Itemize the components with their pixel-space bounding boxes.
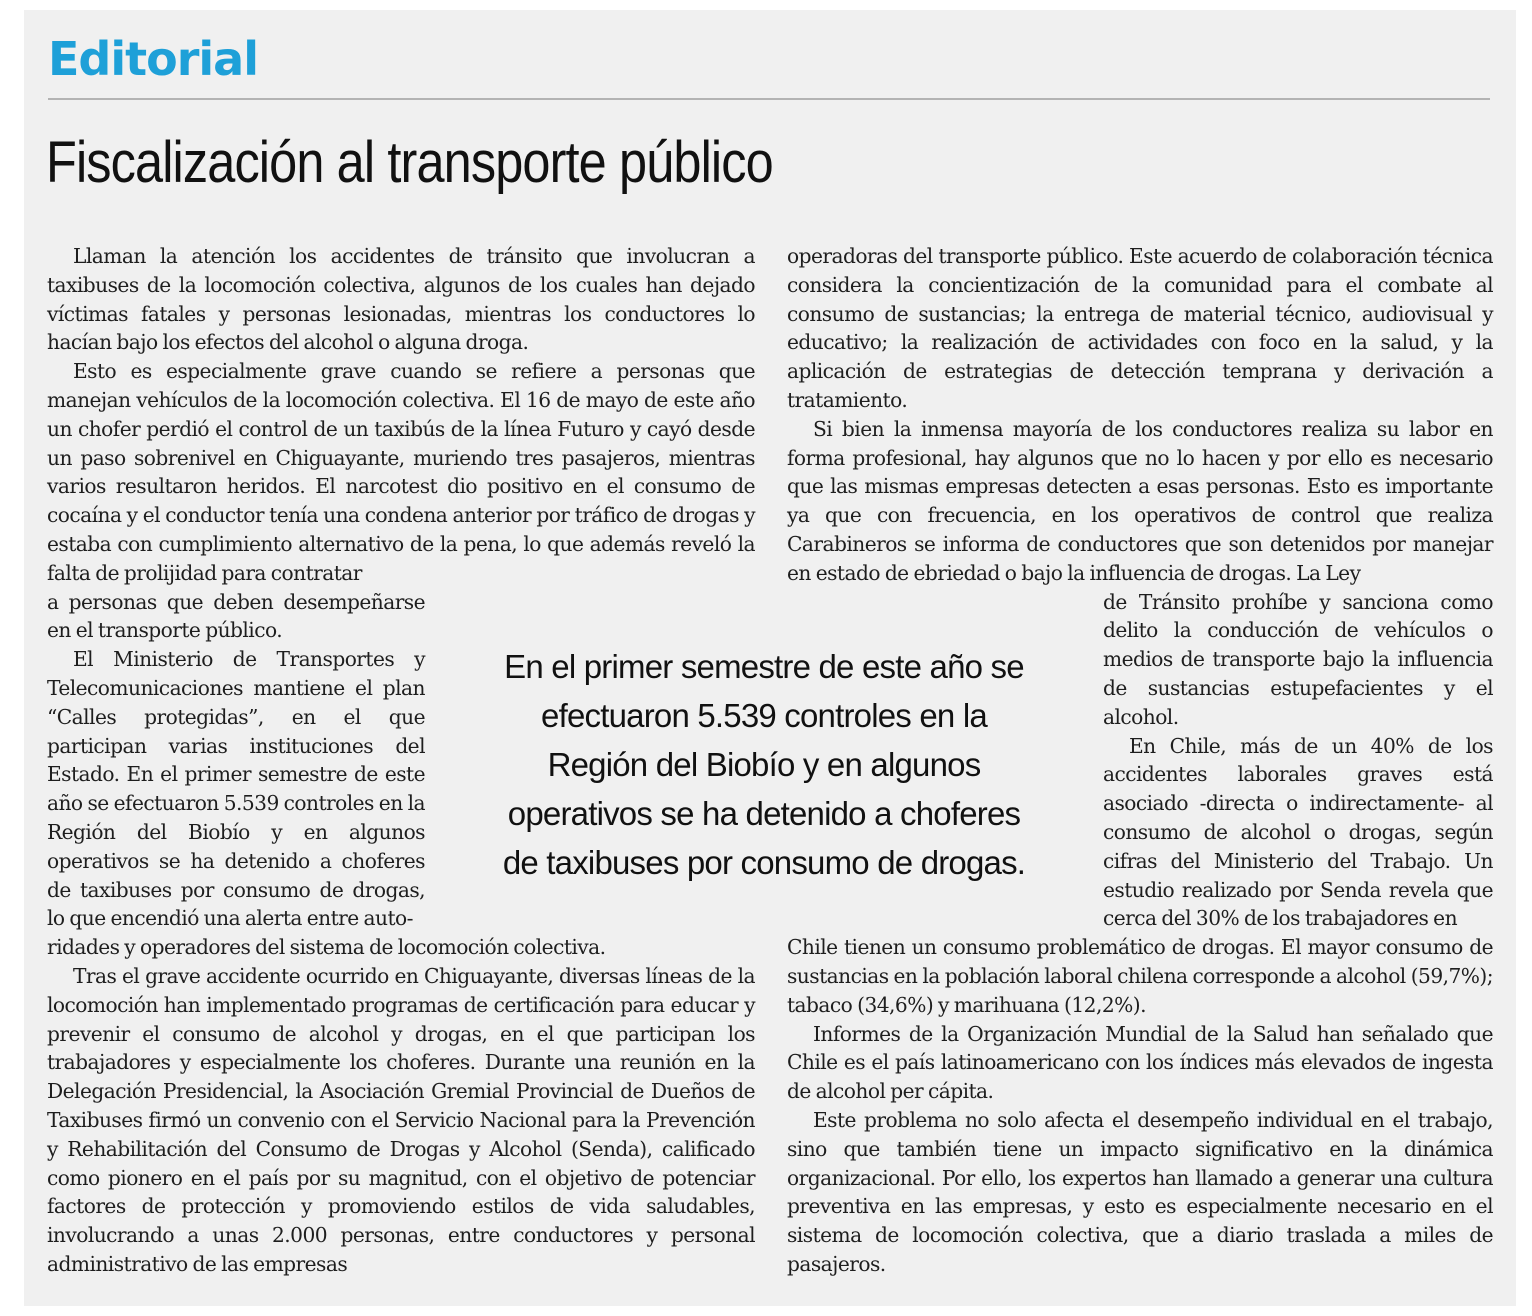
paragraph: Tras el grave accidente ocurrido en Chiguayante, diversas líneas de la locomoción han implementado programas de certificación para educar y prevenir el consumo de alcohol y drogas, en el que participan los trabajadores y especialmente los choferes. Durante una reunión en la Delegación Presidencial, la Asociación Gremial Provincial de Dueños de Taxibuses firmó un convenio con el Servicio Nacional para la Prevención y Rehabilitación del Consumo de Drogas y Alcohol (Senda), calificado como pionero en el país por su magnitud, con el objetivo de potenciar factores de protección y promoviendo estilos de vida saludables, involucrando a unas 2.000 personas, entre conductores y personal administrativo de las empresas (47, 963, 755, 1276)
headline: Fiscalización al transporte público (46, 130, 773, 195)
paragraph-continuation: ridades y operadores del sistema de locomoción colectiva. (47, 935, 606, 960)
paragraph-continuation: a personas que deben desempeñarse en el transporte público. (47, 589, 425, 643)
paragraph-continuation: Chile tienen un consumo problemático de drogas. El mayor consumo de sustancias en la población laboral chilena corresponde a alcohol (59,7%); tabaco (34,6%) y marihuana (12,2%). (787, 935, 1493, 1017)
section-label: Editorial (48, 32, 258, 86)
pull-quote: En el primer semestre de este año se efectuaron 5.539 controles en la Región del Biobío y en algunos operativos se ha detenido a choferes de taxibuses por consumo de drogas. (502, 648, 1026, 881)
paragraph: En Chile, más de un 40% de los accidentes laborales graves está asociado -directa o indirectamente- al consumo de alcohol o drogas, según cifras del Ministerio del Trabajo. Un estudio realizado por Senda revela que cerca del 30% de los trabajadores en (1103, 733, 1493, 931)
paragraph: Informes de la Organización Mundial de la Salud han señalado que Chile es el país latinoamericano con los índices más elevados de ingesta de alcohol per cápita. (787, 1021, 1493, 1104)
editorial-page (24, 10, 1516, 1306)
paragraph: Esto es especialmente grave cuando se refiere a personas que manejan vehículos de la locomoción colectiva. El 16 de mayo de este año un chofer perdió el control de un taxibús de la línea Futuro y cayó desde un paso sobrenivel en Chiguayante, muriendo tres pasajeros, mientras varios resultaron heridos. El narcotest dio positivo en el consumo de cocaína y el conductor tenía una condena anterior por tráfico de drogas y estaba con cumplimiento alternativo de la pena, lo que además reveló la falta de prolijidad para contratar (47, 359, 755, 585)
narrow-block (47, 588, 425, 934)
paragraph: Llaman la atención los accidentes de tránsito que involucran a taxibuses de la locomoción colectiva, algunos de los cuales han dejado víctimas fatales y personas lesionadas, mientras los conductores lo hacían bajo los efectos del alcohol o alguna droga. (47, 244, 755, 355)
paragraph-continuation: de Tránsito prohíbe y sanciona como delito la conducción de vehículos o medios de transporte bajo la influencia de sustancias estupefacientes y el alcohol. (1103, 589, 1493, 729)
paragraph-continuation: operadoras del transporte público. Este acuerdo de colaboración técnica considera la concientización de la comunidad para el combate al consumo de sustancias; la entrega de material técnico, audiovisual y educativo; la realización de actividades con foco en la salud, y la aplicación de estrategias de detección temprana y derivación a tratamiento. (787, 244, 1493, 412)
paragraph: Si bien la inmensa mayoría de los conductores realiza su labor en forma profesional, hay algunos que no lo hacen y por ello es necesario que las mismas empresas detecten a esas personas. Esto es importante ya que con frecuencia, en los operativos de control que realiza Carabineros se informa de conductores que son detenidos por manejar en estado de ebriedad o bajo la influencia de drogas. La Ley (787, 416, 1493, 585)
narrow-block (1103, 588, 1493, 934)
header-divider (48, 98, 1490, 100)
paragraph: Este problema no solo afecta el desempeño individual en el trabajo, sino que también tiene un impacto significativo en la dinámica organizacional. Por ello, los expertos han llamado a generar una cultura preventiva en las empresas, y esto es especialmente necesario en el sistema de locomoción colectiva, que a diario traslada a miles de pasajeros. (787, 1107, 1493, 1276)
paragraph: El Ministerio de Transportes y Telecomunicaciones mantiene el plan “Calles protegidas”, en el que participan varias instituciones del Estado. En el primer semestre de este año se efectuaron 5.539 controles en la Región del Biobío y en algunos operativos se ha detenido a choferes de taxibuses por consumo de drogas, lo que encendió una alerta entre auto- (47, 647, 425, 931)
